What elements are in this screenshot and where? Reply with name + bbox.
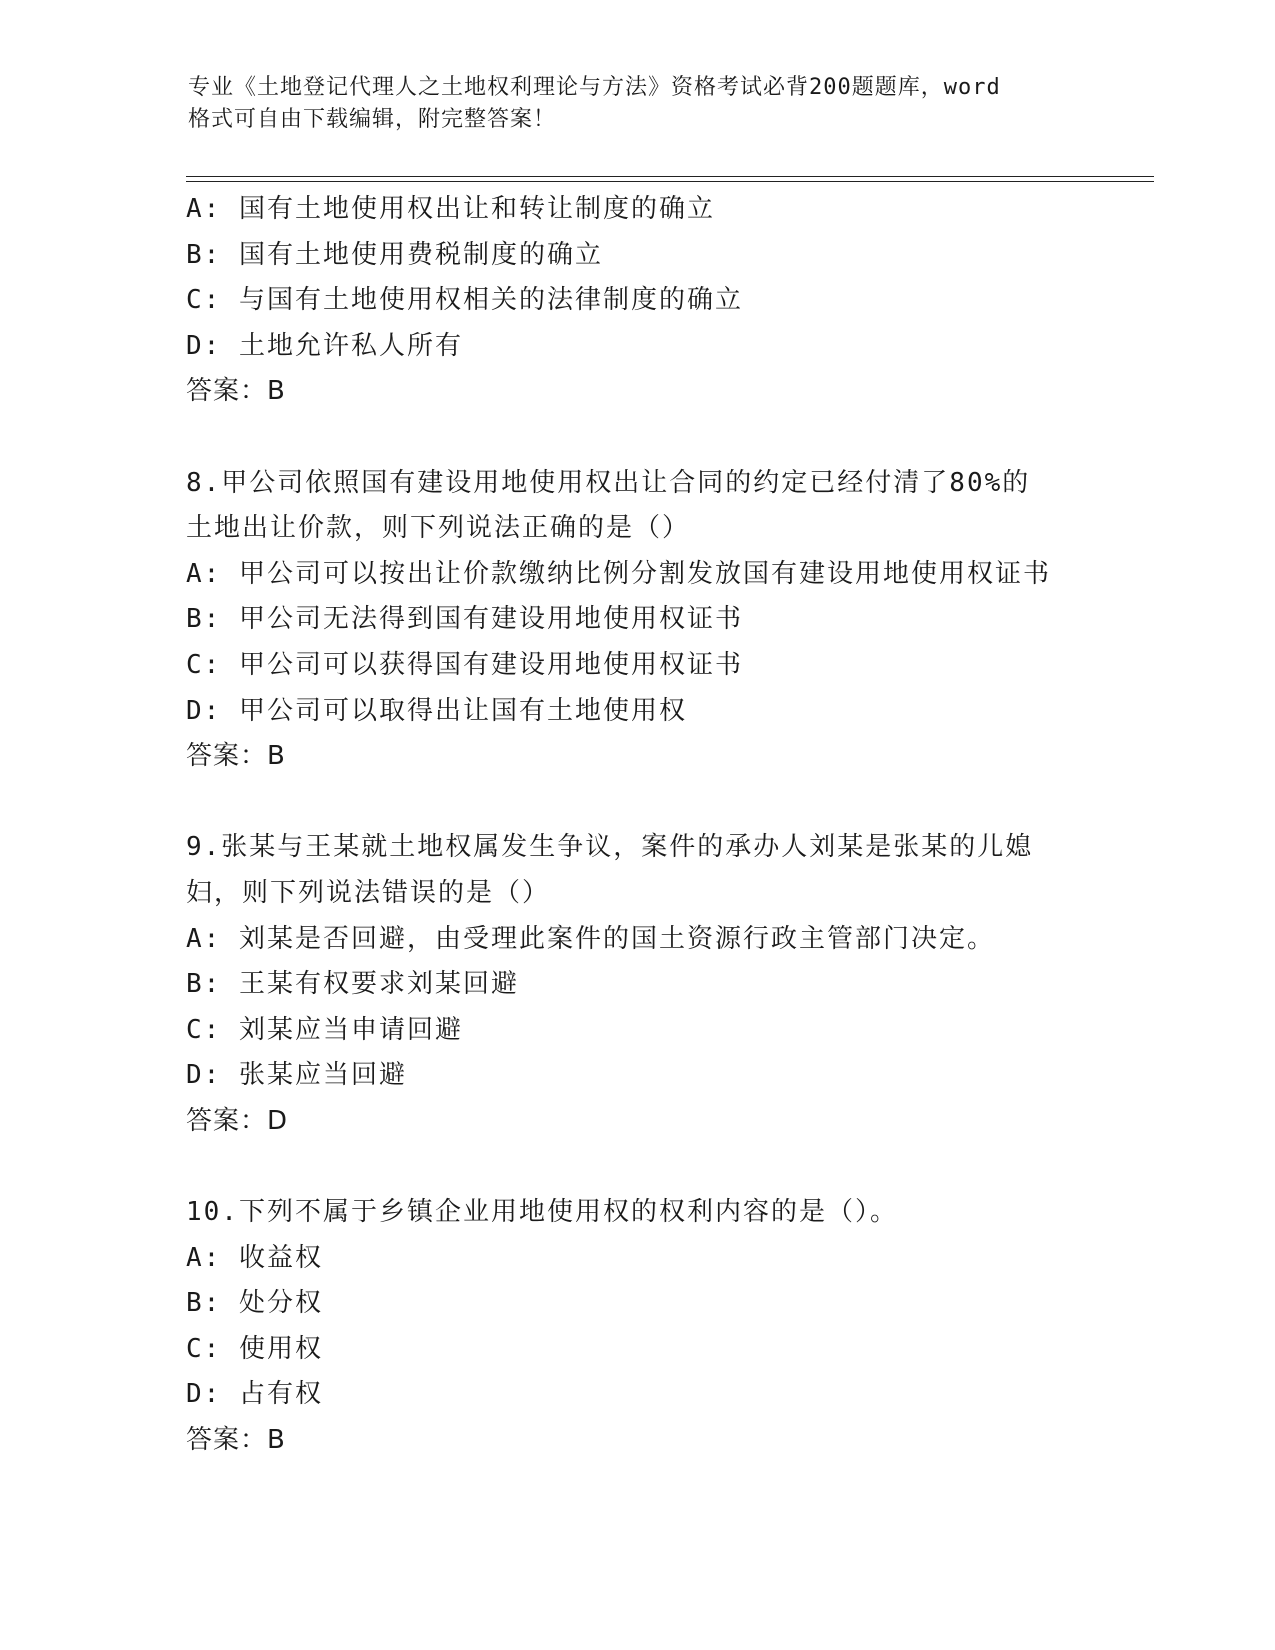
option-d: D: 占有权 [186, 1379, 323, 1410]
option-d: D: 张某应当回避 [186, 1060, 407, 1091]
question-stem: 10.下列不属于乡镇企业用地使用权的权利内容的是（）。 [186, 1197, 898, 1228]
option-a: A: 国有土地使用权出让和转让制度的确立 [186, 194, 715, 224]
question-stem: 9.张某与王某就土地权属发生争议，案件的承办人刘某是张某的儿媳 [186, 832, 1034, 863]
option-c: C: 甲公司可以获得国有建设用地使用权证书 [186, 649, 743, 680]
question-10 [186, 1190, 1146, 1464]
option-b: B: 王某有权要求刘某回避 [186, 969, 519, 1000]
option-b: B: 处分权 [186, 1288, 323, 1319]
answer: 答案：B [186, 376, 286, 407]
answer: 答案：D [186, 1105, 289, 1136]
header-divider-top [186, 176, 1154, 177]
option-c: C: 刘某应当申请回避 [186, 1014, 463, 1045]
question-7 [186, 187, 1146, 415]
question-stem: 8.甲公司依照国有建设用地使用权出让合同的约定已经付清了80%的 [186, 467, 1031, 498]
spacer [186, 780, 1146, 826]
header-line-1: 专业《土地登记代理人之土地权利理论与方法》资格考试必背200题题库，word [188, 75, 1001, 100]
answer: 答案：B [186, 1425, 286, 1456]
option-b: B: 甲公司无法得到国有建设用地使用权证书 [186, 604, 743, 635]
header-line-2: 格式可自由下载编辑，附完整答案！ [188, 107, 557, 132]
spacer [186, 1144, 1146, 1190]
option-a: A: 刘某是否回避，由受理此案件的国土资源行政主管部门决定。 [186, 923, 995, 954]
question-list [186, 187, 1146, 1464]
option-a: A: 甲公司可以按出让价款缴纳比例分割发放国有建设用地使用权证书 [186, 558, 1051, 589]
question-9 [186, 825, 1146, 1144]
answer: 答案：B [186, 741, 286, 772]
option-d: D: 甲公司可以取得出让国有土地使用权 [186, 695, 687, 726]
question-8 [186, 461, 1146, 780]
spacer [186, 415, 1146, 461]
question-stem-continued: 妇，则下列说法错误的是（） [186, 877, 551, 908]
option-c: C: 使用权 [186, 1333, 323, 1364]
option-b: B: 国有土地使用费税制度的确立 [186, 239, 603, 270]
option-d: D: 土地允许私人所有 [186, 330, 463, 361]
option-c: C: 与国有土地使用权相关的法律制度的确立 [186, 285, 743, 316]
option-a: A: 收益权 [186, 1242, 323, 1273]
document-header [188, 72, 1088, 136]
header-divider-bottom [186, 181, 1154, 182]
question-stem-continued: 土地出让价款，则下列说法正确的是（） [186, 513, 691, 544]
